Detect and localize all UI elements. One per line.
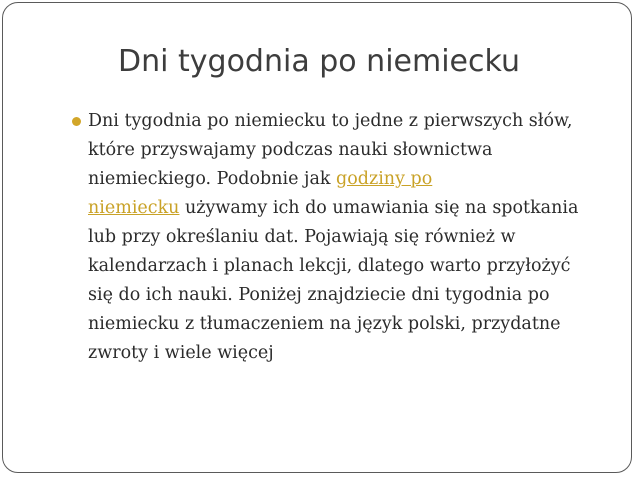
body-line: które przyswajamy podczas nauki słownictwa (88, 140, 493, 160)
body-line: zwroty i wiele więcej (88, 343, 274, 363)
link-godziny-po[interactable]: godziny po (336, 169, 433, 189)
slide-title: Dni tygodnia po niemiecku (118, 44, 520, 79)
slide-body (88, 107, 588, 368)
body-line (88, 194, 588, 223)
body-text: używamy ich do umawiania się na spotkania (179, 198, 579, 218)
body-text: niemieckiego. Podobnie jak (88, 169, 337, 189)
link-niemiecku[interactable]: niemiecku (88, 198, 180, 218)
body-line: Dni tygodnia po niemiecku to jedne z pierwszych słów, (88, 111, 573, 131)
body-line: się do ich nauki. Poniżej znajdziecie dni tygodnia po (88, 285, 550, 305)
body-line: kalendarzach i planach lekcji, dlatego warto przyłożyć (88, 256, 571, 276)
body-line: niemiecku z tłumaczeniem na język polski, przydatne (88, 314, 561, 334)
body-line (88, 165, 588, 194)
bullet-icon (72, 117, 81, 126)
body-line: lub przy określaniu dat. Pojawiają się również w (88, 227, 516, 247)
